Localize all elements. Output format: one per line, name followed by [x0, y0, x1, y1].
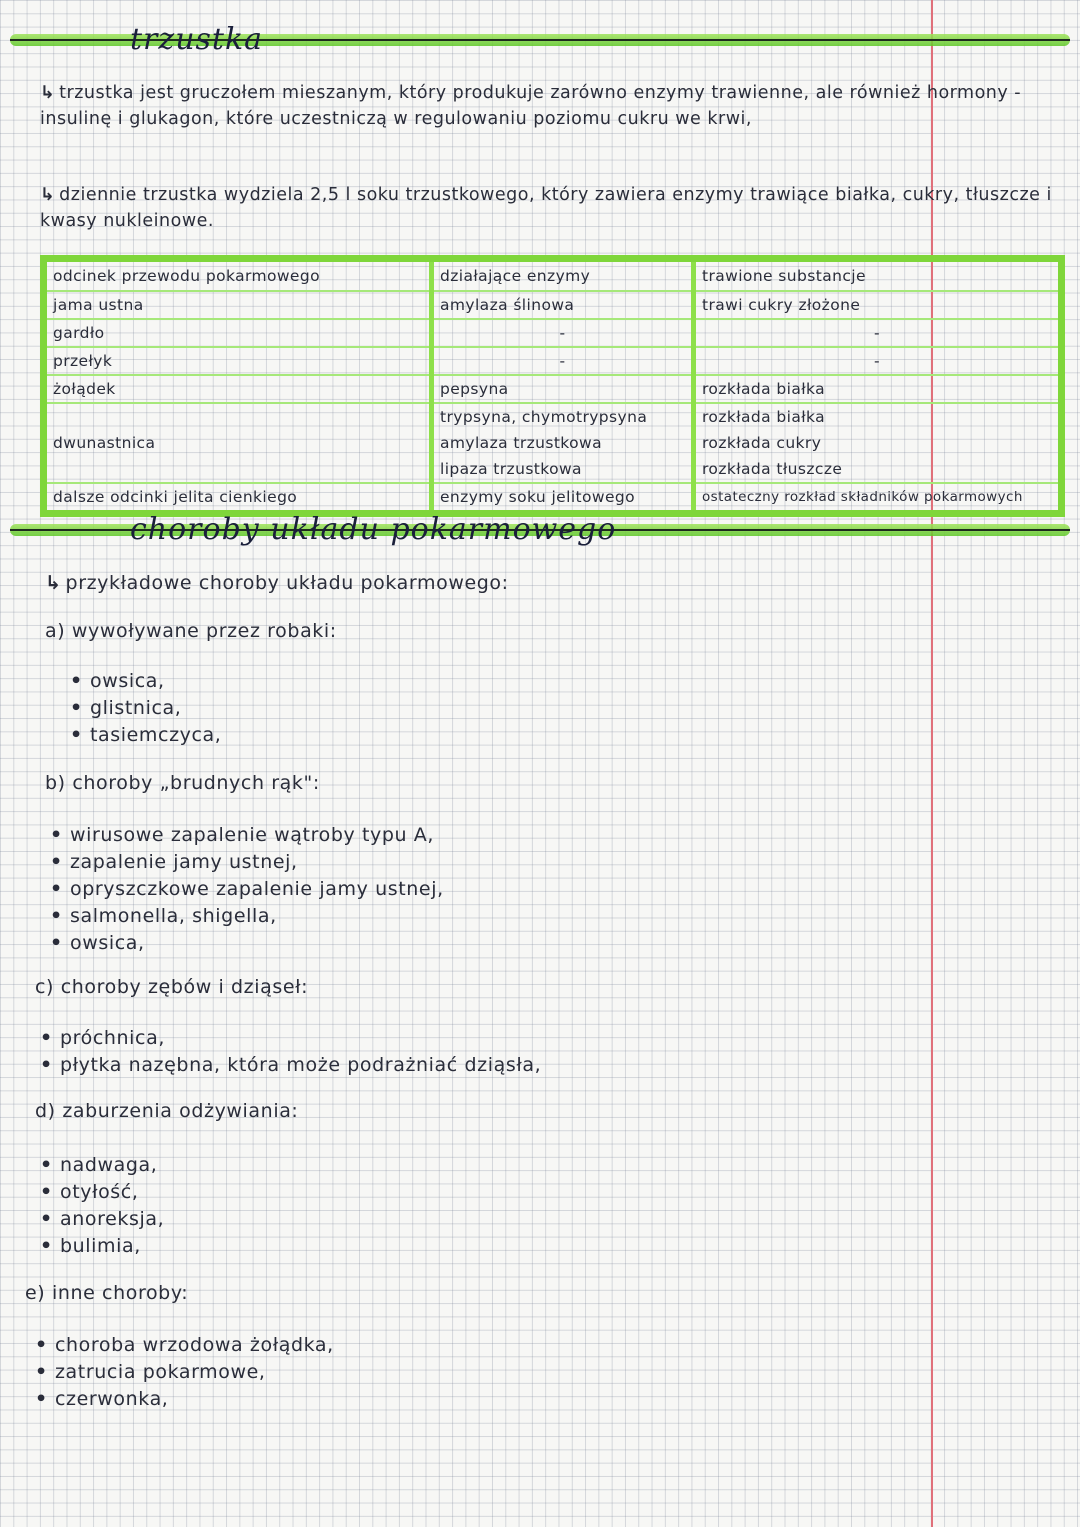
group-d-list: [40, 1152, 164, 1260]
list-item: • próchnica,: [40, 1025, 541, 1052]
list-item: • tasiemczyca,: [70, 722, 221, 749]
group-d-title: d) zaburzenia odżywiania:: [35, 1100, 299, 1122]
arrow-icon: ↳: [45, 572, 62, 594]
list-item: • opryszczkowe zapalenie jamy ustnej,: [50, 876, 444, 903]
group-e-list: [35, 1332, 334, 1413]
table-row: żołądek pepsyna rozkłada białka: [44, 375, 1062, 403]
table-row: gardło - -: [44, 319, 1062, 347]
table-row: dwunastnica trypsyna, chymotrypsyna amylaza trzustkowa lipaza trzustkowa rozkłada białka rozkłada cukry rozkłada tłuszcze: [44, 403, 1062, 483]
header-enzymes: działające enzymy: [432, 259, 694, 292]
intro-paragraph-2: ↳ dziennie trzustka wydziela 2,5 l soku trzustkowego, który zawiera enzymy trawiące białka, cukry, tłuszcze i kwasy nukleinowe.: [40, 185, 1052, 231]
group-c-list: [40, 1025, 541, 1079]
heading-trzustka: [10, 20, 1070, 60]
group-b-title: b) choroby „brudnych rąk":: [45, 772, 320, 794]
group-a-title: a) wywoływane przez robaki:: [45, 620, 337, 642]
group-c-title: c) choroby zębów i dziąseł:: [35, 976, 309, 998]
table-row: jama ustna amylaza ślinowa trawi cukry złożone: [44, 291, 1062, 319]
list-item: • czerwonka,: [35, 1386, 334, 1413]
list-item: • owsica,: [50, 930, 444, 957]
list-item: • anoreksja,: [40, 1206, 164, 1233]
list-item: • nadwaga,: [40, 1152, 164, 1179]
table-header-row: [44, 259, 1062, 292]
list-item: • zatrucia pokarmowe,: [35, 1359, 334, 1386]
list-item: • zapalenie jamy ustnej,: [50, 849, 444, 876]
header-substances: trawione substancje: [702, 267, 866, 285]
group-a-list: [70, 668, 221, 749]
list-item: • choroba wrzodowa żołądka,: [35, 1332, 334, 1359]
list-item: • salmonella, shigella,: [50, 903, 444, 930]
list-item: • otyłość,: [40, 1179, 164, 1206]
intro-paragraph-1: ↳ trzustka jest gruczołem mieszanym, który produkuje zarówno enzymy trawienne, ale również hormony - insulinę i glukagon, które uczestniczą w regulowaniu poziomu cukru we krwi,: [40, 83, 1022, 129]
table-row: przełyk - -: [44, 347, 1062, 375]
arrow-icon: ↳: [40, 83, 56, 103]
header-section: odcinek przewodu pokarmowego: [44, 259, 432, 292]
lead-text: ↳ przykładowe choroby układu pokarmowego:: [45, 572, 509, 594]
list-item: • glistnica,: [70, 695, 221, 722]
table-row: dalsze odcinki jelita cienkiego enzymy soku jelitowego ostateczny rozkład składników pokarmowych: [44, 483, 1062, 514]
heading-title: choroby układu pokarmowego: [130, 512, 617, 547]
group-e-title: e) inne choroby:: [25, 1282, 189, 1304]
list-item: • płytka nazębna, która może podrażniać dziąsła,: [40, 1052, 541, 1079]
list-item: • wirusowe zapalenie wątroby typu A,: [50, 822, 444, 849]
digestion-table: [40, 255, 1065, 517]
heading-choroby: [10, 510, 1070, 550]
arrow-icon: ↳: [40, 185, 56, 205]
list-item: • bulimia,: [40, 1233, 164, 1260]
list-item: • owsica,: [70, 668, 221, 695]
heading-title: trzustka: [130, 22, 264, 57]
group-b-list: [50, 822, 444, 957]
